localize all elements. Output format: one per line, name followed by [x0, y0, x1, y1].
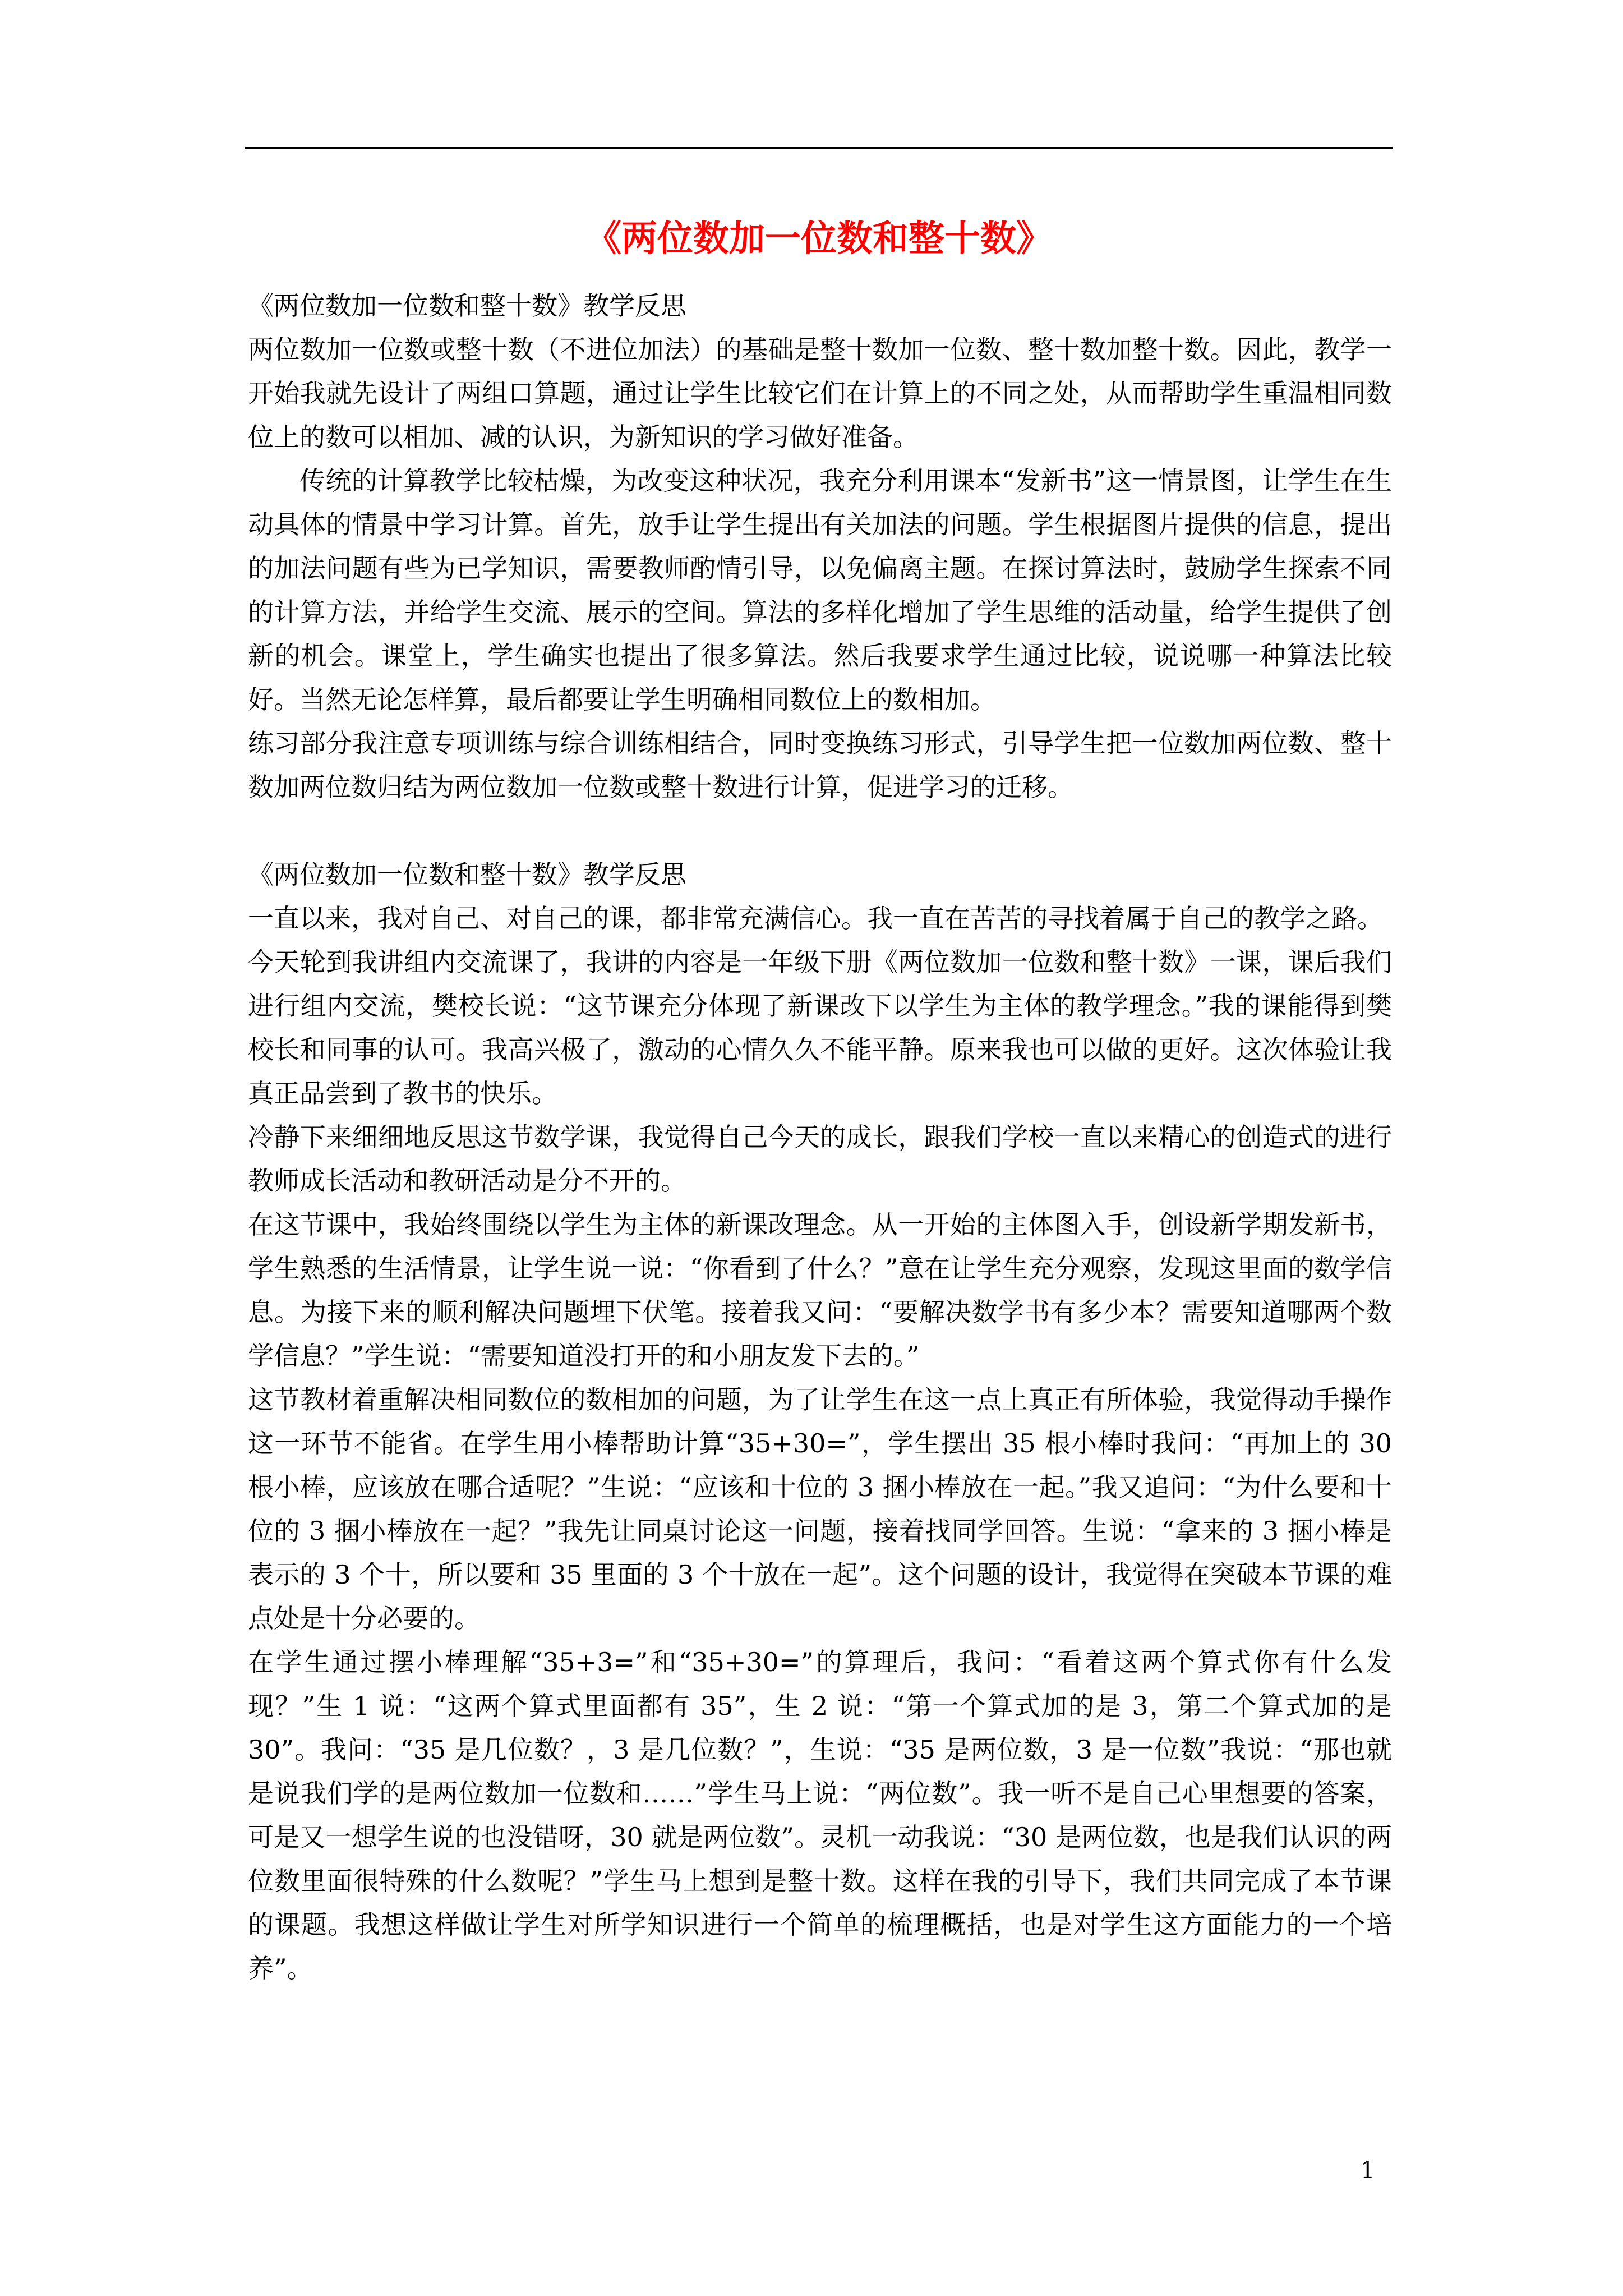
- section-heading: 《两位数加一位数和整十数》教学反思: [248, 291, 686, 321]
- body-paragraph: 一直以来，我对自己、对自己的课，都非常充满信心。我一直在苦苦的寻找着属于自己的教学之路。: [248, 903, 1383, 933]
- document-title: 《两位数加一位数和整十数》: [585, 218, 1052, 260]
- header-rule: [245, 147, 1393, 149]
- page-number: 1: [1361, 2157, 1375, 2183]
- body-paragraph: 今天轮到我讲组内交流课了，我讲的内容是一年级下册《两位数加一位数和整十数》一课，课后我们进行组内交流，樊校长说：“这节课充分体现了新课改下以学生为主体的教学理念。”我的课能得到樊校长和同事的认可。我高兴极了，激动的心情久久不能平静。原来我也可以做的更好。这次体验让我真正品尝到了教书的快乐。: [248, 947, 1392, 1108]
- body-paragraph: 在学生通过摆小棒理解“35+3=”和“35+30=”的算理后，我问：“看着这两个算式你有什么发现？”生 1 说：“这两个算式里面都有 35”，生 2 说：“第一个算式加的是 3，第二个算式加的是 30”。我问：“35 是几位数？，3 是几位数？”，生说：“35 是两位数，3 是一位数”我说：“那也就是说我们学的是两位数加一位数和……”学生马上说：“两位数”。我一听不是自己心里想要的答案，可是又一想学生说的也没错呀，30 就是两位数”。灵机一动我说：“30 是两位数，也是我们认识的两位数里面很特殊的什么数呢？”学生马上想到是整十数。这样在我的引导下，我们共同完成了本节课的课题。我想这样做让学生对所学知识进行一个简单的梳理概括，也是对学生这方面能力的一个培养”。: [248, 1647, 1392, 1984]
- body-paragraph: 传统的计算教学比较枯燥，为改变这种状况，我充分利用课本“发新书”这一情景图，让学生在生动具体的情景中学习计算。首先，放手让学生提出有关加法的问题。学生根据图片提供的信息，提出的加法问题有些为已学知识，需要教师酌情引导，以免偏离主题。在探讨算法时，鼓励学生探索不同的计算方法，并给学生交流、展示的空间。算法的多样化增加了学生思维的活动量，给学生提供了创新的机会。课堂上，学生确实也提出了很多算法。然后我要求学生通过比较，说说哪一种算法比较好。当然无论怎样算，最后都要让学生明确相同数位上的数相加。: [248, 466, 1392, 715]
- section-heading: 《两位数加一位数和整十数》教学反思: [248, 859, 686, 890]
- body-paragraph: 两位数加一位数或整十数（不进位加法）的基础是整十数加一位数、整十数加整十数。因此，教学一开始我就先设计了两组口算题，通过让学生比较它们在计算上的不同之处，从而帮助学生重温相同数位上的数可以相加、减的认识，为新知识的学习做好准备。: [248, 334, 1392, 452]
- body-paragraph: 冷静下来细细地反思这节数学课，我觉得自己今天的成长，跟我们学校一直以来精心的创造式的进行教师成长活动和教研活动是分不开的。: [248, 1122, 1392, 1196]
- body-paragraph: 练习部分我注意专项训练与综合训练相结合，同时变换练习形式，引导学生把一位数加两位数、整十数加两位数归结为两位数加一位数或整十数进行计算，促进学习的迁移。: [248, 728, 1392, 802]
- document-body: [248, 284, 1392, 1990]
- body-paragraph: 这节教材着重解决相同数位的数相加的问题，为了让学生在这一点上真正有所体验，我觉得动手操作这一环节不能省。在学生用小棒帮助计算“35+30=”，学生摆出 35 根小棒时我问：“再加上的 30 根小棒，应该放在哪合适呢？”生说：“应该和十位的 3 捆小棒放在一起。”我又追问：“为什么要和十位的 3 捆小棒放在一起？”我先让同桌讨论这一问题，接着找同学回答。生说：“拿来的 3 捆小棒是表示的 3 个十，所以要和 35 里面的 3 个十放在一起”。这个问题的设计，我觉得在突破本节课的难点处是十分必要的。: [248, 1384, 1392, 1634]
- body-paragraph: 在这节课中，我始终围绕以学生为主体的新课改理念。从一开始的主体图入手，创设新学期发新书，学生熟悉的生活情景，让学生说一说：“你看到了什么？”意在让学生充分观察，发现这里面的数学信息。为接下来的顺利解决问题埋下伏笔。接着我又问：“要解决数学书有多少本？需要知道哪两个数学信息？”学生说：“需要知道没打开的和小朋友发下去的。”: [248, 1209, 1392, 1371]
- section-spacer: [248, 809, 1392, 853]
